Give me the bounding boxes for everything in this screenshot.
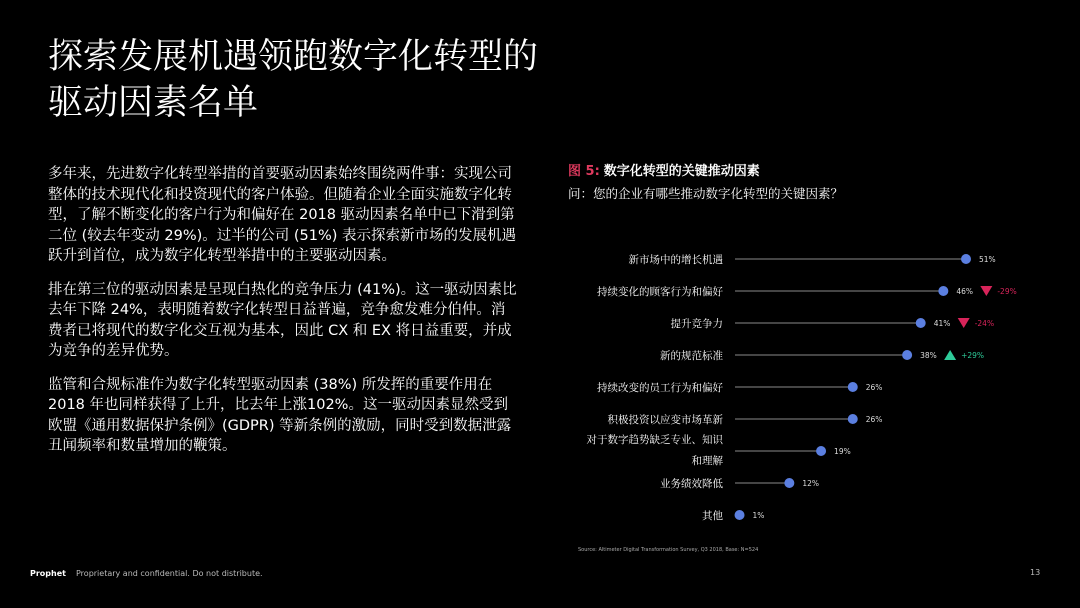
figure-title-text: 数字化转型的关键推动因素 (603, 164, 760, 179)
value-label: 12% (802, 479, 820, 488)
paragraph-3: 监管和合规标准作为数字化转型驱动因素 (38%) 所发挥的重要作用在2018 年也同样获得了上升，比去年上涨102%。这一驱动因素显然受到欧盟《通用数据保护条例》(GDPR) 等新条例的激励，同时受到数据泄露丑闻频率和数量增加的鞭策。 (48, 376, 512, 454)
category-label: 其他 (702, 510, 723, 522)
category-label: 持续变化的顾客行为和偏好 (597, 286, 723, 298)
figure-label: 图 5: (568, 164, 600, 179)
up-triangle-icon (944, 350, 956, 360)
value-label: 46% (956, 287, 974, 296)
footer-brand: Prophet (30, 569, 66, 578)
category-label: 新的规范标准 (660, 350, 723, 362)
value-label: 19% (834, 447, 851, 456)
change-label: -24% (974, 319, 995, 328)
data-point (938, 286, 948, 296)
category-label: 和理解 (691, 455, 723, 467)
title-line-1: 探索发展机遇领跑数字化转型的 (48, 37, 539, 77)
category-label: 提升竞争力 (670, 318, 723, 330)
chart-source: Source: Altimeter Digital Transformation Survey, Q3 2018, Base: N=524 (578, 547, 759, 553)
body-text (48, 164, 518, 470)
data-point (735, 510, 745, 520)
value-label: 51% (979, 255, 996, 264)
data-point (816, 446, 826, 456)
data-point (961, 254, 971, 264)
footer-note: Proprietary and confidential. Do not distribute. (76, 569, 263, 578)
value-label: 26% (865, 415, 883, 424)
data-point (916, 318, 926, 328)
down-triangle-icon (980, 286, 992, 296)
paragraph-1: 多年来，先进数字化转型举措的首要驱动因素始终围绕两件事：实现公司整体的技术现代化和投资现代的客户体验。但随着企业全面实施数字化转型，了解不断变化的客户行为和偏好在 2018 驱动因素名单中已下滑到第二位 (较去年变动 29%)。过半的公司 (51%) 表示探索新市场的发展机遇跃升到首位，成为数字化转型举措中的主要驱动因素。 (48, 166, 517, 264)
title-line-2: 驱动因素名单 (48, 83, 259, 123)
paragraph-2: 排在第三位的驱动因素是呈现白热化的竞争压力 (41%)。这一驱动因素比去年下降 24%，表明随着数字化转型日益普遍，竞争愈发难分伯仲。消费者已将现代的数字化交互视为基本，因此 CX 和 EX 将日益重要，并成为竞争的差异优势。 (48, 281, 517, 359)
category-label: 积极投资以应变市场革新 (607, 414, 723, 426)
category-label: 对于数字趋势缺乏专业、知识 (586, 434, 723, 446)
driver-dot-chart (560, 235, 1060, 535)
data-point (848, 414, 858, 424)
value-label: 38% (920, 351, 937, 360)
figure-title (568, 160, 760, 179)
value-label: 1% (752, 511, 765, 520)
category-label: 持续改变的员工行为和偏好 (597, 382, 723, 394)
value-label: 41% (933, 319, 951, 328)
data-point (848, 382, 858, 392)
change-label: -29% (997, 287, 1017, 296)
data-point (784, 478, 794, 488)
category-label: 业务绩效降低 (660, 478, 723, 490)
change-label: +29% (961, 351, 985, 360)
page-title (48, 34, 648, 126)
page-number: 13 (1030, 568, 1041, 577)
down-triangle-icon (958, 318, 970, 328)
figure-question: 问：您的企业有哪些推动数字化转型的关键因素？ (568, 186, 844, 201)
data-point (902, 350, 912, 360)
value-label: 26% (865, 383, 883, 392)
category-label: 新市场中的增长机遇 (628, 254, 723, 266)
